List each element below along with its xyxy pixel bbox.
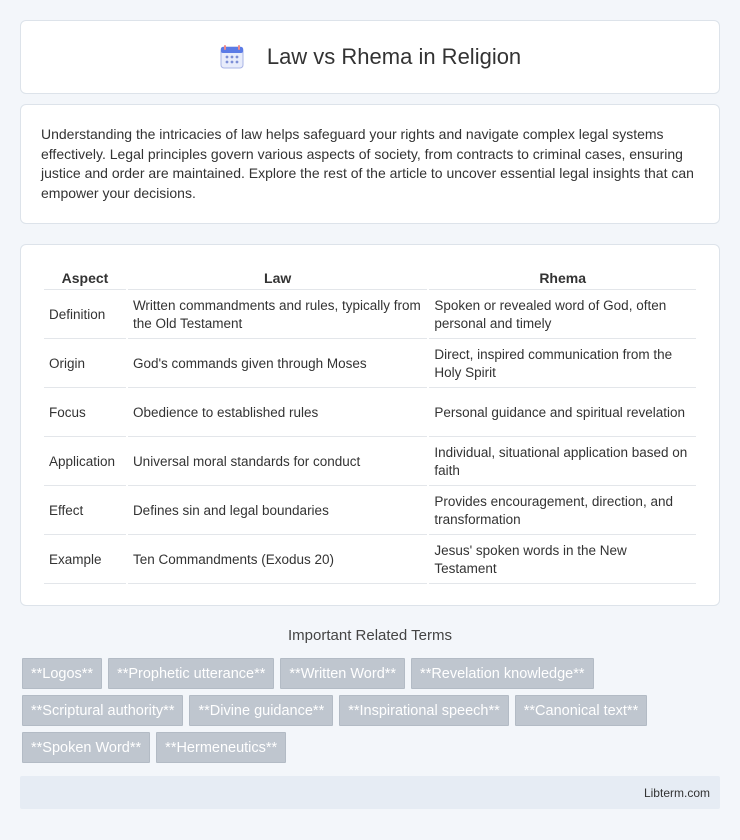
footer bbox=[20, 776, 720, 809]
related-term-tag[interactable]: **Spoken Word** bbox=[22, 732, 150, 763]
related-term-tag[interactable]: **Divine guidance** bbox=[189, 695, 333, 726]
table-row bbox=[44, 340, 696, 388]
cell-rhema: Personal guidance and spiritual revelation bbox=[429, 389, 696, 437]
related-term-tag[interactable]: **Written Word** bbox=[280, 658, 405, 689]
cell-rhema: Jesus' spoken words in the New Testament bbox=[429, 536, 696, 584]
related-terms-list bbox=[22, 658, 722, 769]
related-term-tag[interactable]: **Hermeneutics** bbox=[156, 732, 286, 763]
table-row bbox=[44, 389, 696, 437]
table-row bbox=[44, 291, 696, 339]
cell-aspect: Origin bbox=[44, 340, 126, 388]
cell-aspect: Definition bbox=[44, 291, 126, 339]
header-rhema: Rhema bbox=[429, 266, 696, 290]
cell-law: Obedience to established rules bbox=[128, 389, 427, 437]
page-title: Law vs Rhema in Religion bbox=[266, 44, 522, 69]
footer-link[interactable]: Libterm.com bbox=[643, 785, 710, 800]
header-aspect: Aspect bbox=[44, 266, 126, 290]
cell-rhema: Direct, inspired communication from the Holy Spirit bbox=[429, 340, 696, 388]
header-law: Law bbox=[128, 266, 427, 290]
cell-aspect: Effect bbox=[44, 487, 126, 535]
cell-rhema: Provides encouragement, direction, and transformation bbox=[429, 487, 696, 535]
related-term-tag[interactable]: **Logos** bbox=[22, 658, 102, 689]
page-header bbox=[20, 20, 720, 94]
related-term-tag[interactable]: **Prophetic utterance** bbox=[108, 658, 274, 689]
table-header-row bbox=[44, 266, 696, 290]
cell-law: Written commandments and rules, typically from the Old Testament bbox=[128, 291, 427, 339]
cell-law: Ten Commandments (Exodus 20) bbox=[128, 536, 427, 584]
related-term-tag[interactable]: **Revelation knowledge** bbox=[411, 658, 593, 689]
intro-text: Understanding the intricacies of law helps safeguard your rights and navigate complex legal systems effectively. Legal principles govern various aspects of society, from contracts to criminal cases, ensuring justice and order are maintained. Explore the rest of the article to uncover essential legal insights that can empower your decisions. bbox=[41, 126, 694, 201]
related-term-tag[interactable]: **Scriptural authority** bbox=[22, 695, 183, 726]
cell-rhema: Spoken or revealed word of God, often personal and timely bbox=[429, 291, 696, 339]
comparison-card bbox=[20, 244, 720, 606]
cell-aspect: Focus bbox=[44, 389, 126, 437]
cell-aspect: Example bbox=[44, 536, 126, 584]
cell-law: God's commands given through Moses bbox=[128, 340, 427, 388]
related-term-tag[interactable]: **Inspirational speech** bbox=[339, 695, 509, 726]
table-row bbox=[44, 487, 696, 535]
cell-aspect: Application bbox=[44, 438, 126, 486]
cell-rhema: Individual, situational application based on faith bbox=[429, 438, 696, 486]
table-row bbox=[44, 536, 696, 584]
related-term-tag[interactable]: **Canonical text** bbox=[515, 695, 647, 726]
table-row bbox=[44, 438, 696, 486]
related-terms-title: Important Related Terms bbox=[288, 627, 452, 644]
comparison-table bbox=[42, 265, 698, 585]
intro-card bbox=[20, 104, 720, 224]
cell-law: Universal moral standards for conduct bbox=[128, 438, 427, 486]
cell-law: Defines sin and legal boundaries bbox=[128, 487, 427, 535]
calendar-icon bbox=[219, 44, 245, 70]
